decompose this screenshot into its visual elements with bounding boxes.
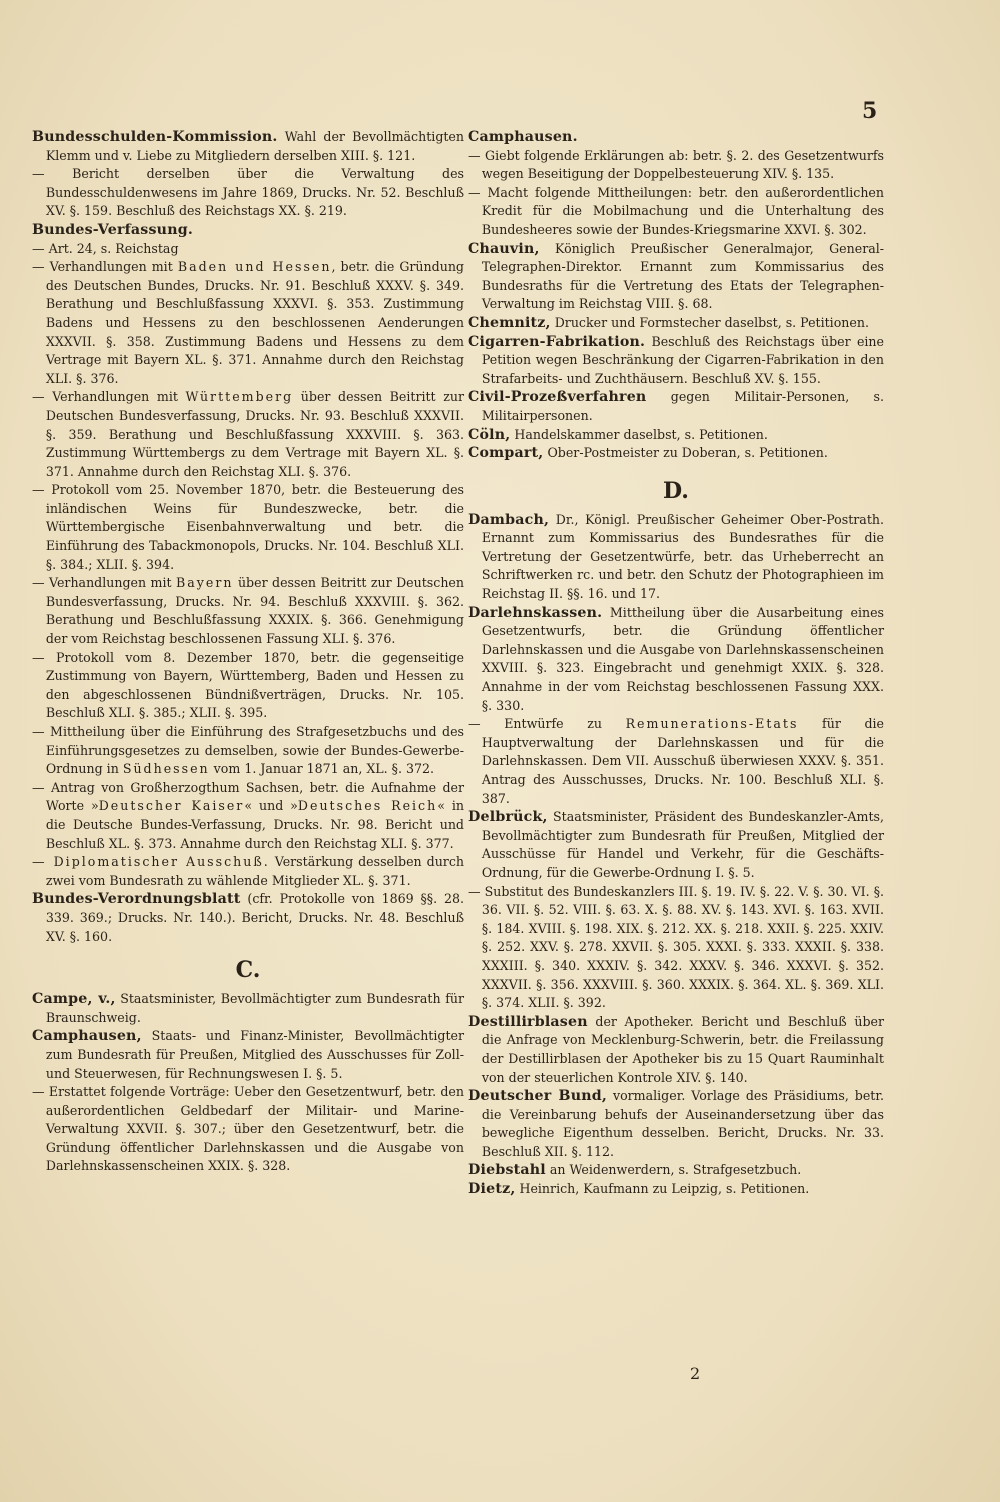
spaced-term: Bayern <box>176 575 234 591</box>
index-entry <box>468 444 884 463</box>
entry-text: der Apotheker. Bericht und Beschluß über die Anfrage von Mecklenburg-Schwerin, betr. die Freilassung der Destillirblasen der Apotheker bis zu 15 Quart Rauminhalt von der steuerlichen Kontrole XIV. §. 140. <box>481 1013 884 1085</box>
entry-heading: Bundes-Verfassung. <box>32 221 193 238</box>
index-entry <box>468 511 884 604</box>
spaced-term: Südhessen <box>122 761 210 777</box>
sub-entry-text: « in die Deutsche Bundes-Verfassung, Drucks. Nr. 98. Bericht und Beschluß XL. §. 373. Annahme durch den Reichstag XLI. §. 377. <box>45 798 464 851</box>
index-entry <box>468 426 884 445</box>
section-letter-d: D. <box>663 477 689 504</box>
sub-entry <box>32 574 464 648</box>
entry-heading: Dietz, <box>468 1181 516 1198</box>
spaced-term: Baden und Hessen <box>177 259 332 275</box>
sub-entry-text: — Verhandlungen mit <box>32 575 177 591</box>
index-entry <box>468 240 884 314</box>
sub-entry <box>32 723 464 779</box>
entry-text: gegen Militair-Personen, s. Militairpersonen. <box>481 389 884 423</box>
entry-text: Beschluß des Reichstags über eine Petition wegen Beschränkung der Cigarren-Fabrikation in den Strafarbeits- und Zuchthäusern. Beschluß XV. §. 155. <box>481 333 884 386</box>
section-letter-c: C. <box>235 957 261 984</box>
sub-entry-text: , betr. die Gründung des Deutschen Bundes, Drucks. Nr. 91. Beschluß XXXV. §. 349. Berathung und Beschlußfassung XXXVI. §. 353. Zustimmung Badens und Hessens zu den beschlossenen Aenderungen XXXVII. §. 358. Zustimmung Badens und Hessens zu dem Vertrage mit Bayern XL. §. 371. Annahme durch den Reichstag XLI. §. 376. <box>45 259 464 386</box>
entry-heading: Campe, v., <box>32 991 116 1008</box>
index-entry <box>32 890 464 946</box>
entry-text: Handelskammer daselbst, s. Petitionen. <box>510 426 768 442</box>
sub-entry-text: — Mittheilung über die Einführung des Strafgesetzbuchs und des Einführungsgesetzes zu demselben, sowie der Bundes-Gewerbe-Ordnung in <box>32 724 464 777</box>
entry-heading: Chauvin, <box>468 240 540 257</box>
index-entry <box>468 128 884 147</box>
spaced-term: — Diplomatischer Ausschuß. <box>32 854 270 870</box>
entry-text: an Weidenwerdern, s. Strafgesetzbuch. <box>545 1162 802 1178</box>
index-entry <box>32 221 464 240</box>
sub-entry: — Substitut des Bundeskanzlers III. §. 19. IV. §. 22. V. §. 30. VI. §. 36. VII. §. 52. VIII. §. 63. X. §. 88. XV. §. 143. XVI. §. 163. XVII. §. 184. XVIII. §. 198. XIX. §. 212. XX. §. 218. XXII. §. 225. XXIV. §. 252. XXV. §. 278. XXVII. §. 305. XXXI. §. 333. XXXII. §. 338. XXXIII. §. 340. XXXIV. §. 342. XXXV. §. 346. XXXVI. §. 352. XXXVII. §. 356. XXXVIII. §. 360. XXXIX. §. 364. XL. §. 369. XLI. §. 374. XLII. §. 392. <box>468 883 884 1011</box>
sub-entry: — Protokoll vom 8. Dezember 1870, betr. die gegenseitige Zustimmung von Bayern, Württemberg, Baden und Hessen zu den abgeschlossenen Bündnißverträgen, Drucks. Nr. 105. Beschluß XLI. §. 385.; XLII. §. 395. <box>32 649 464 721</box>
entry-heading: Bundes-Verordnungsblatt <box>32 891 241 908</box>
sub-entry <box>32 853 464 890</box>
entry-heading: Cöln, <box>468 426 511 443</box>
right-column <box>468 128 884 1199</box>
entry-heading: Deutscher Bund, <box>468 1088 608 1105</box>
spaced-term: Remunerations-Etats <box>625 716 799 732</box>
entry-text: Staatsminister, Präsident des Bundeskanzler-Amts, Bevollmächtigter zum Bundesrath für Preußen, Mitglied der Ausschüsse für Handel und Verkehr, für die Geschäfts-Ordnung, für die Gewerbe-Ordnung I. §. 5. <box>481 809 884 880</box>
sub-entry: — Art. 24, s. Reichstag <box>32 240 179 256</box>
sub-entry-text: für die Hauptverwaltung der Darlehnskassen und für die Darlehnskassen. Dem VII. Ausschuß überwiesen XXXV. §. 351. Antrag des Ausschusses, Drucks. Nr. 100. Beschluß XLI. §. 387. <box>481 716 884 806</box>
index-entry <box>32 1027 464 1083</box>
entry-heading: Cigarren-Fabrikation. <box>468 333 646 350</box>
sub-entry: — Erstattet folgende Vorträge: Ueber den Gesetzentwurf, betr. den außerordentlichen Geldbedarf der Militair- und Marine-Verwaltung XXVII. §. 307.; über den Gesetzentwurf, betr. die Gründung öffentlicher Darlehnskassen und die Ausgabe von Darlehnskassenscheinen XXIX. §. 328. <box>32 1084 464 1174</box>
sub-entry-text: Verstärkung desselben durch zwei vom Bundesrath zu wählende Mitglieder XL. §. 371. <box>45 854 464 888</box>
index-entry <box>468 1013 884 1087</box>
spaced-term: Deutsches Reich <box>297 798 438 814</box>
index-entry <box>468 604 884 716</box>
sub-entry-text: « und » <box>244 798 298 814</box>
sub-entry-text: — Entwürfe zu <box>468 716 626 732</box>
entry-text: (cfr. Protokolle von 1869 §§. 28. 339. 369.; Drucks. Nr. 140.). Bericht, Drucks. Nr. 48. Beschluß XV. §. 160. <box>45 891 464 944</box>
sub-entry-text: über dessen Beitritt zur Deutschen Bundesverfassung, Drucks. Nr. 93. Beschluß XXXVII. §. 359. Berathung und Beschlußfassung XXXVIII. §. 363. Zustimmung Württembergs zu dem Vertrage mit Bayern XL. §. 371. Annahme durch den Reichstag XLI. §. 376. <box>45 389 464 479</box>
entry-text: Staats- und Finanz-Minister, Bevollmächtigter zum Bundesrath für Preußen, Mitglied des Ausschusses für Zoll- und Steuerwesen, für Rechnungswesen I. §. 5. <box>45 1028 464 1081</box>
index-entry <box>468 808 884 882</box>
entry-heading: Diebstahl <box>468 1162 546 1179</box>
entry-text: Drucker und Formstecher daselbst, s. Petitionen. <box>550 314 869 330</box>
index-entry <box>468 1161 884 1180</box>
sub-entry <box>32 388 464 481</box>
index-entry <box>468 1087 884 1161</box>
sub-entry-text: — Verhandlungen mit <box>32 259 178 275</box>
index-entry <box>468 388 884 425</box>
entry-heading: Compart, <box>468 445 544 462</box>
entry-heading: Darlehnskassen. <box>468 604 603 621</box>
sub-entry-text: vom 1. Januar 1871 an, XL. §. 372. <box>209 761 435 777</box>
entry-heading: Civil-Prozeßverfahren <box>468 389 647 406</box>
entry-text: Mittheilung über die Ausarbeitung eines Gesetzentwurfs, betr. die Gründung öffentlicher Darlehnskassen und die Ausgabe von Darlehnskassenscheinen XXVIII. §. 323. Eingebracht und genehmigt XXIX. §. 328. Annahme in der vom Reichstag beschlossenen Fassung XXX. §. 330. <box>481 604 884 713</box>
entry-text: Königlich Preußischer Generalmajor, General-Telegraphen-Direktor. Ernannt zum Kommissarius des Bundesraths für die Vertretung des Etats der Telegraphen-Verwaltung im Reichstag VIII. §. 68. <box>481 240 884 312</box>
entry-text: Heinrich, Kaufmann zu Leipzig, s. Petitionen. <box>515 1181 810 1197</box>
entry-heading: Delbrück, <box>468 809 548 826</box>
entry-text: vormaliger. Vorlage des Präsidiums, betr. die Vereinbarung behufs der Auseinandersetzung über das bewegliche Eigenthum desselben. Bericht, Drucks. Nr. 33. Beschluß XII. §. 112. <box>481 1088 885 1159</box>
sub-entry: — Macht folgende Mittheilungen: betr. den außerordentlichen Kredit für die Mobilmachung und die Unterhaltung des Bundesheeres sowie der Bundes-Kriegsmarine XXVI. §. 302. <box>468 184 884 237</box>
index-entry <box>32 128 464 165</box>
entry-text: Dr., Königl. Preußischer Geheimer Ober-Postrath. Ernannt zum Kommissarius des Bundesrathes für die Vertretung der Gesetzentwürfe, betr. das Urheberrecht an Schriftwerken rc. und betr. den Schutz der Photographieen im Reichstag II. §§. 16. und 17. <box>481 511 884 602</box>
sub-entry-text: über dessen Beitritt zur Deutschen Bundesverfassung, Drucks. Nr. 94. Beschluß XXXVIII. §. 362. Berathung und Beschlußfassung XXXIX. §. 366. Genehmigung der vom Reichstag beschlossenen Fassung XLI. §. 376. <box>45 575 464 647</box>
entry-text: Wahl der Bevollmächtigten Klemm und v. Liebe zu Mitgliedern derselben XIII. §. 121. <box>45 129 464 163</box>
sub-entry <box>468 715 884 808</box>
page-number: 5 <box>862 98 878 124</box>
entry-text: Ober-Postmeister zu Doberan, s. Petitionen. <box>543 445 828 461</box>
left-column <box>32 128 464 1176</box>
entry-text: Staatsminister, Bevollmächtigter zum Bundesrath für Braunschweig. <box>45 991 464 1025</box>
index-entry <box>468 314 884 333</box>
entry-heading: Camphausen. <box>468 129 578 145</box>
entry-heading: Destillirblasen <box>468 1013 588 1030</box>
sub-entry-text: — Antrag von Großherzogthum Sachsen, betr. die Aufnahme der Worte » <box>32 779 464 814</box>
sub-entry <box>32 779 464 853</box>
sub-entry: — Bericht derselben über die Verwaltung des Bundesschuldenwesens im Jahre 1869, Drucks. Nr. 52. Beschluß XV. §. 159. Beschluß des Reichstags XX. §. 219. <box>32 166 464 219</box>
entry-heading: Camphausen, <box>32 1028 142 1045</box>
entry-heading: Chemnitz, <box>468 314 551 331</box>
index-entry <box>468 333 884 389</box>
entry-heading: Bundesschulden-Kommission. <box>32 129 278 145</box>
sub-entry-text: — Verhandlungen mit <box>32 389 186 405</box>
sub-entry <box>32 258 464 388</box>
entry-heading: Dambach, <box>468 511 550 528</box>
sub-entry: — Protokoll vom 25. November 1870, betr. die Besteuerung des inländischen Weins für Bundeszwecke, betr. die Württembergische Eisenbahnverwaltung und betr. die Einführung des Tabackmonopols, Drucks. Nr. 104. Beschluß XLI. §. 384.; XLII. §. 394. <box>32 482 464 572</box>
spaced-term: Deutscher Kaiser <box>98 798 245 814</box>
index-entry <box>32 990 464 1027</box>
index-entry <box>468 1180 884 1199</box>
spaced-term: Württemberg <box>185 389 294 405</box>
sub-entry: — Giebt folgende Erklärungen ab: betr. §. 2. des Gesetzentwurfs wegen Beseitigung der Doppelbesteuerung XIV. §. 135. <box>468 147 884 182</box>
signature-mark: 2 <box>690 1364 701 1383</box>
